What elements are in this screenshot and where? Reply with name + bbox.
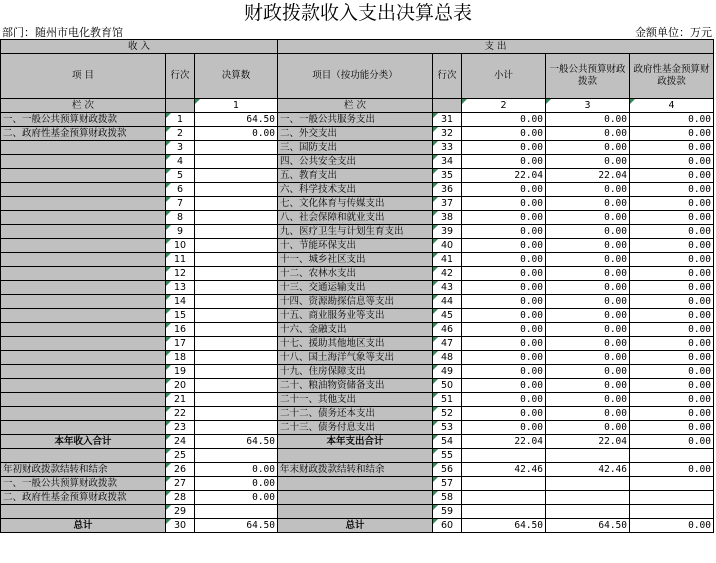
- income-item[interactable]: [1, 351, 166, 365]
- expense-subtotal[interactable]: 0.00: [462, 351, 546, 365]
- expense-item[interactable]: 七、文化体育与传媒支出: [278, 197, 433, 211]
- line-no[interactable]: 50: [433, 379, 462, 393]
- grand-total-fund[interactable]: 0.00: [630, 519, 714, 533]
- line-no[interactable]: 51: [433, 393, 462, 407]
- expense-item[interactable]: 二十三、债务付息支出: [278, 421, 433, 435]
- income-item[interactable]: [1, 393, 166, 407]
- income-value[interactable]: [195, 155, 278, 169]
- expense-general[interactable]: 0.00: [546, 197, 630, 211]
- table-row: [1, 323, 714, 337]
- column-index-row: [1, 99, 714, 113]
- sub-row: [1, 477, 714, 491]
- line-no[interactable]: 11: [166, 253, 195, 267]
- general-budget-header[interactable]: 一般公共预算财政拨款: [546, 54, 630, 99]
- income-item[interactable]: [1, 197, 166, 211]
- income-item[interactable]: [1, 323, 166, 337]
- grand-total-label-2[interactable]: 总计: [278, 519, 433, 533]
- line-no[interactable]: 56: [433, 463, 462, 477]
- income-value[interactable]: [195, 239, 278, 253]
- line-no[interactable]: 30: [166, 519, 195, 533]
- expense-general[interactable]: 0.00: [546, 281, 630, 295]
- line-no[interactable]: 48: [433, 351, 462, 365]
- line-no[interactable]: 25: [166, 449, 195, 463]
- empty-cell[interactable]: [630, 505, 714, 519]
- expense-subtotal[interactable]: 0.00: [462, 127, 546, 141]
- expense-fund[interactable]: 0.00: [630, 197, 714, 211]
- expense-fund[interactable]: 0.00: [630, 407, 714, 421]
- end-balance-fund[interactable]: 0.00: [630, 463, 714, 477]
- line-no[interactable]: 41: [433, 253, 462, 267]
- col-label[interactable]: 栏 次: [1, 99, 166, 113]
- line2-header[interactable]: 行次: [433, 54, 462, 99]
- expense-general[interactable]: 0.00: [546, 155, 630, 169]
- line-no[interactable]: 54: [433, 435, 462, 449]
- expense-subtotal[interactable]: 22.04: [462, 169, 546, 183]
- expense-section-header[interactable]: 支 出: [278, 40, 714, 54]
- expense-general[interactable]: 0.00: [546, 295, 630, 309]
- line-no[interactable]: 26: [166, 463, 195, 477]
- empty-cell[interactable]: [195, 449, 278, 463]
- grand-total-row: [1, 519, 714, 533]
- line-no[interactable]: 46: [433, 323, 462, 337]
- expense-general[interactable]: 0.00: [546, 309, 630, 323]
- line-no[interactable]: 24: [166, 435, 195, 449]
- expense-item[interactable]: 四、公共安全支出: [278, 155, 433, 169]
- expense-item[interactable]: 十七、援助其他地区支出: [278, 337, 433, 351]
- expense-item[interactable]: 十四、资源勘探信息等支出: [278, 295, 433, 309]
- income-item[interactable]: 二、政府性基金预算财政拨款: [1, 127, 166, 141]
- empty-cell[interactable]: [195, 505, 278, 519]
- empty-cell[interactable]: [1, 505, 166, 519]
- expense-subtotal[interactable]: 0.00: [462, 141, 546, 155]
- line-no[interactable]: 34: [433, 155, 462, 169]
- line-no[interactable]: 60: [433, 519, 462, 533]
- expense-item[interactable]: 十、节能环保支出: [278, 239, 433, 253]
- income-item[interactable]: [1, 211, 166, 225]
- table-row: [1, 127, 714, 141]
- expense-fund[interactable]: 0.00: [630, 309, 714, 323]
- balance-row: [1, 463, 714, 477]
- income-value[interactable]: [195, 295, 278, 309]
- end-balance-general[interactable]: 42.46: [546, 463, 630, 477]
- income-value[interactable]: [195, 421, 278, 435]
- income-item[interactable]: [1, 295, 166, 309]
- column-header-row: [1, 54, 714, 99]
- line-no[interactable]: 3: [166, 141, 195, 155]
- empty-cell[interactable]: [630, 491, 714, 505]
- expense-fund[interactable]: 0.00: [630, 351, 714, 365]
- col-index-3[interactable]: 3: [546, 99, 630, 113]
- sub2-value[interactable]: 0.00: [195, 491, 278, 505]
- income-value[interactable]: [195, 169, 278, 183]
- expense-subtotal[interactable]: 0.00: [462, 253, 546, 267]
- expense-general[interactable]: 0.00: [546, 211, 630, 225]
- blank-row: [1, 505, 714, 519]
- line-no[interactable]: 31: [433, 113, 462, 127]
- unit-label: 金额单位：万元: [635, 26, 712, 39]
- empty-cell[interactable]: [546, 449, 630, 463]
- expense-item[interactable]: 二十一、其他支出: [278, 393, 433, 407]
- income-value[interactable]: [195, 365, 278, 379]
- subtotal-header[interactable]: 小计: [462, 54, 546, 99]
- end-balance-label[interactable]: 年末财政拨款结转和结余: [278, 463, 433, 477]
- income-value[interactable]: 64.50: [195, 113, 278, 127]
- sub1-value[interactable]: 0.00: [195, 477, 278, 491]
- income-value[interactable]: [195, 211, 278, 225]
- income-item[interactable]: [1, 253, 166, 267]
- line-no[interactable]: 8: [166, 211, 195, 225]
- income-total-value[interactable]: 64.50: [195, 435, 278, 449]
- table-row: [1, 295, 714, 309]
- empty-cell[interactable]: [166, 99, 195, 113]
- final-header[interactable]: 决算数: [195, 54, 278, 99]
- income-value[interactable]: [195, 225, 278, 239]
- line-no[interactable]: 12: [166, 267, 195, 281]
- table-row: [1, 407, 714, 421]
- expense-total-general[interactable]: 22.04: [546, 435, 630, 449]
- line-no[interactable]: 5: [166, 169, 195, 183]
- expense-subtotal[interactable]: 0.00: [462, 407, 546, 421]
- empty-cell[interactable]: [462, 449, 546, 463]
- empty-cell[interactable]: [278, 505, 433, 519]
- income-section-header[interactable]: 收 入: [1, 40, 278, 54]
- line-no[interactable]: 45: [433, 309, 462, 323]
- expense-subtotal[interactable]: 0.00: [462, 225, 546, 239]
- expense-total-label[interactable]: 本年支出合计: [278, 435, 433, 449]
- table-row: [1, 169, 714, 183]
- expense-general[interactable]: 0.00: [546, 379, 630, 393]
- table-row: [1, 141, 714, 155]
- expense-fund[interactable]: 0.00: [630, 421, 714, 435]
- sub2-label[interactable]: 二、政府性基金预算财政拨款: [1, 491, 166, 505]
- expense-general[interactable]: 0.00: [546, 407, 630, 421]
- expense-fund[interactable]: 0.00: [630, 225, 714, 239]
- empty-cell[interactable]: [546, 477, 630, 491]
- expense-general[interactable]: 0.00: [546, 337, 630, 351]
- line-no[interactable]: 28: [166, 491, 195, 505]
- income-item[interactable]: [1, 183, 166, 197]
- income-value[interactable]: [195, 267, 278, 281]
- income-item[interactable]: [1, 239, 166, 253]
- empty-cell[interactable]: [546, 505, 630, 519]
- expense-item[interactable]: 二十、粮油物资储备支出: [278, 379, 433, 393]
- income-value[interactable]: [195, 197, 278, 211]
- expense-fund[interactable]: 0.00: [630, 365, 714, 379]
- line-no[interactable]: 15: [166, 309, 195, 323]
- col-index-2[interactable]: 2: [462, 99, 546, 113]
- table-row: [1, 253, 714, 267]
- expense-fund[interactable]: 0.00: [630, 155, 714, 169]
- line-no[interactable]: 17: [166, 337, 195, 351]
- line-no[interactable]: 13: [166, 281, 195, 295]
- income-value[interactable]: [195, 281, 278, 295]
- sub-row: [1, 491, 714, 505]
- income-item[interactable]: [1, 337, 166, 351]
- line-no[interactable]: 18: [166, 351, 195, 365]
- expense-fund[interactable]: 0.00: [630, 337, 714, 351]
- section-header-row: [1, 40, 714, 54]
- table-row: [1, 393, 714, 407]
- line-no[interactable]: 27: [166, 477, 195, 491]
- empty-cell[interactable]: [462, 477, 546, 491]
- income-value[interactable]: [195, 253, 278, 267]
- income-total-label[interactable]: 本年收入合计: [1, 435, 166, 449]
- expense-fund[interactable]: 0.00: [630, 141, 714, 155]
- line-no[interactable]: 20: [166, 379, 195, 393]
- grand-total-general[interactable]: 64.50: [546, 519, 630, 533]
- table-row: [1, 183, 714, 197]
- expense-item[interactable]: 十八、国土海洋气象等支出: [278, 351, 433, 365]
- expense-item[interactable]: 十一、城乡社区支出: [278, 253, 433, 267]
- expense-subtotal[interactable]: 0.00: [462, 197, 546, 211]
- expense-subtotal[interactable]: 0.00: [462, 323, 546, 337]
- income-item[interactable]: [1, 169, 166, 183]
- table-row: [1, 239, 714, 253]
- line-no[interactable]: 47: [433, 337, 462, 351]
- line-no[interactable]: 32: [433, 127, 462, 141]
- income-item[interactable]: [1, 225, 166, 239]
- income-item[interactable]: [1, 379, 166, 393]
- table-row: [1, 113, 714, 127]
- income-item[interactable]: [1, 309, 166, 323]
- expense-subtotal[interactable]: 0.00: [462, 379, 546, 393]
- income-item[interactable]: [1, 421, 166, 435]
- empty-cell[interactable]: [462, 505, 546, 519]
- table-row: [1, 379, 714, 393]
- line-no[interactable]: 14: [166, 295, 195, 309]
- expense-item[interactable]: 二、外交支出: [278, 127, 433, 141]
- line-no[interactable]: 35: [433, 169, 462, 183]
- expense-fund[interactable]: 0.00: [630, 323, 714, 337]
- table-row: [1, 267, 714, 281]
- empty-cell[interactable]: [433, 99, 462, 113]
- empty-cell[interactable]: [1, 449, 166, 463]
- line-no[interactable]: 10: [166, 239, 195, 253]
- income-value[interactable]: [195, 141, 278, 155]
- line-no[interactable]: 37: [433, 197, 462, 211]
- empty-cell[interactable]: [278, 491, 433, 505]
- expense-fund[interactable]: 0.00: [630, 239, 714, 253]
- line-no[interactable]: 9: [166, 225, 195, 239]
- line-no[interactable]: 55: [433, 449, 462, 463]
- line-no[interactable]: 40: [433, 239, 462, 253]
- income-value[interactable]: [195, 351, 278, 365]
- expense-fund[interactable]: 0.00: [630, 113, 714, 127]
- expense-subtotal[interactable]: 0.00: [462, 337, 546, 351]
- expense-subtotal[interactable]: 0.00: [462, 309, 546, 323]
- expense-subtotal[interactable]: 0.00: [462, 239, 546, 253]
- expense-fund[interactable]: 0.00: [630, 127, 714, 141]
- expense-general[interactable]: 22.04: [546, 169, 630, 183]
- income-item[interactable]: 一、一般公共预算财政拨款: [1, 113, 166, 127]
- table-row: [1, 155, 714, 169]
- expense-item[interactable]: 十九、住房保障支出: [278, 365, 433, 379]
- line-no[interactable]: 36: [433, 183, 462, 197]
- end-balance-subtotal[interactable]: 42.46: [462, 463, 546, 477]
- table-row: [1, 365, 714, 379]
- expense-total-fund[interactable]: 0.00: [630, 435, 714, 449]
- expense-fund[interactable]: 0.00: [630, 253, 714, 267]
- income-value[interactable]: 0.00: [195, 127, 278, 141]
- income-item[interactable]: [1, 407, 166, 421]
- expense-general[interactable]: 0.00: [546, 323, 630, 337]
- summary-table: [0, 39, 714, 533]
- income-value[interactable]: [195, 309, 278, 323]
- expense-subtotal[interactable]: 0.00: [462, 393, 546, 407]
- line-no[interactable]: 22: [166, 407, 195, 421]
- expense-general[interactable]: 0.00: [546, 225, 630, 239]
- line-no[interactable]: 43: [433, 281, 462, 295]
- expense-subtotal[interactable]: 0.00: [462, 113, 546, 127]
- expense-general[interactable]: 0.00: [546, 267, 630, 281]
- line-no[interactable]: 6: [166, 183, 195, 197]
- expense-fund[interactable]: 0.00: [630, 281, 714, 295]
- expense-general[interactable]: 0.00: [546, 365, 630, 379]
- table-row: [1, 421, 714, 435]
- income-value[interactable]: [195, 323, 278, 337]
- expense-item[interactable]: 一、一般公共服务支出: [278, 113, 433, 127]
- gov-fund-header[interactable]: 政府性基金预算财政拨款: [630, 54, 714, 99]
- expense-general[interactable]: 0.00: [546, 239, 630, 253]
- expense-subtotal[interactable]: 0.00: [462, 281, 546, 295]
- begin-balance-value[interactable]: 0.00: [195, 463, 278, 477]
- income-value[interactable]: [195, 183, 278, 197]
- income-item[interactable]: [1, 267, 166, 281]
- line-no[interactable]: 38: [433, 211, 462, 225]
- expense-subtotal[interactable]: 0.00: [462, 295, 546, 309]
- table-row: [1, 225, 714, 239]
- expense-fund[interactable]: 0.00: [630, 393, 714, 407]
- col-label-2[interactable]: 栏 次: [278, 99, 433, 113]
- line-no[interactable]: 2: [166, 127, 195, 141]
- grand-total-label[interactable]: 总计: [1, 519, 166, 533]
- table-row: [1, 309, 714, 323]
- expense-subtotal[interactable]: 0.00: [462, 155, 546, 169]
- expense-subtotal[interactable]: 0.00: [462, 365, 546, 379]
- line-no[interactable]: 1: [166, 113, 195, 127]
- income-value[interactable]: [195, 337, 278, 351]
- empty-cell[interactable]: [546, 491, 630, 505]
- expense-general[interactable]: 0.00: [546, 393, 630, 407]
- expense-subtotal[interactable]: 0.00: [462, 211, 546, 225]
- line-no[interactable]: 7: [166, 197, 195, 211]
- income-value[interactable]: [195, 379, 278, 393]
- line-no[interactable]: 57: [433, 477, 462, 491]
- table-row: [1, 337, 714, 351]
- sub1-label[interactable]: 一、一般公共预算财政拨款: [1, 477, 166, 491]
- line-no[interactable]: 21: [166, 393, 195, 407]
- line-no[interactable]: 16: [166, 323, 195, 337]
- empty-cell[interactable]: [278, 477, 433, 491]
- expense-item[interactable]: 十三、交通运输支出: [278, 281, 433, 295]
- table-row: [1, 211, 714, 225]
- line-no[interactable]: 58: [433, 491, 462, 505]
- expense-general[interactable]: 0.00: [546, 421, 630, 435]
- line-header[interactable]: 行次: [166, 54, 195, 99]
- grand-total-value[interactable]: 64.50: [195, 519, 278, 533]
- line-no[interactable]: 53: [433, 421, 462, 435]
- line-no[interactable]: 44: [433, 295, 462, 309]
- expense-fund[interactable]: 0.00: [630, 169, 714, 183]
- income-value[interactable]: [195, 393, 278, 407]
- income-item[interactable]: [1, 155, 166, 169]
- begin-balance-label[interactable]: 年初财政拨款结转和结余: [1, 463, 166, 477]
- expense-subtotal[interactable]: 0.00: [462, 183, 546, 197]
- table-row: [1, 197, 714, 211]
- line-no[interactable]: 59: [433, 505, 462, 519]
- expense-fund[interactable]: 0.00: [630, 267, 714, 281]
- expense-fund[interactable]: 0.00: [630, 183, 714, 197]
- line-no[interactable]: 19: [166, 365, 195, 379]
- expense-item[interactable]: 三、国防支出: [278, 141, 433, 155]
- expense-item[interactable]: 十二、农林水支出: [278, 267, 433, 281]
- line-no[interactable]: 49: [433, 365, 462, 379]
- col-index-4[interactable]: 4: [630, 99, 714, 113]
- line-no[interactable]: 52: [433, 407, 462, 421]
- item-func-header[interactable]: 项目（按功能分类）: [278, 54, 433, 99]
- line-no[interactable]: 39: [433, 225, 462, 239]
- table-row: [1, 281, 714, 295]
- income-item[interactable]: [1, 281, 166, 295]
- empty-cell[interactable]: [630, 449, 714, 463]
- line-no[interactable]: 29: [166, 505, 195, 519]
- expense-total-subtotal[interactable]: 22.04: [462, 435, 546, 449]
- expense-general[interactable]: 0.00: [546, 351, 630, 365]
- empty-cell[interactable]: [462, 491, 546, 505]
- expense-fund[interactable]: 0.00: [630, 211, 714, 225]
- expense-general[interactable]: 0.00: [546, 127, 630, 141]
- report-title: 财政拨款收入支出决算总表: [243, 2, 472, 24]
- expense-item[interactable]: 六、科学技术支出: [278, 183, 433, 197]
- expense-fund[interactable]: 0.00: [630, 295, 714, 309]
- expense-item[interactable]: 五、教育支出: [278, 169, 433, 183]
- table-row: [1, 351, 714, 365]
- expense-general[interactable]: 0.00: [546, 113, 630, 127]
- col-index-1[interactable]: 1: [195, 99, 278, 113]
- line-no[interactable]: 33: [433, 141, 462, 155]
- item-header[interactable]: 项 目: [1, 54, 166, 99]
- line-no[interactable]: 42: [433, 267, 462, 281]
- expense-item[interactable]: 八、社会保障和就业支出: [278, 211, 433, 225]
- line-no[interactable]: 4: [166, 155, 195, 169]
- expense-item[interactable]: 十五、商业服务业等支出: [278, 309, 433, 323]
- expense-general[interactable]: 0.00: [546, 183, 630, 197]
- grand-total-subtotal[interactable]: 64.50: [462, 519, 546, 533]
- expense-general[interactable]: 0.00: [546, 141, 630, 155]
- blank-row: [1, 449, 714, 463]
- income-item[interactable]: [1, 365, 166, 379]
- department-label: 部门：随州市电化教育馆: [2, 26, 123, 39]
- expense-subtotal[interactable]: 0.00: [462, 421, 546, 435]
- line-no[interactable]: 23: [166, 421, 195, 435]
- total-row: [1, 435, 714, 449]
- expense-subtotal[interactable]: 0.00: [462, 267, 546, 281]
- empty-cell[interactable]: [278, 449, 433, 463]
- expense-item[interactable]: 九、医疗卫生与计划生育支出: [278, 225, 433, 239]
- income-value[interactable]: [195, 407, 278, 421]
- income-item[interactable]: [1, 141, 166, 155]
- expense-item[interactable]: 十六、金融支出: [278, 323, 433, 337]
- expense-fund[interactable]: 0.00: [630, 379, 714, 393]
- expense-item[interactable]: 二十二、债务还本支出: [278, 407, 433, 421]
- expense-general[interactable]: 0.00: [546, 253, 630, 267]
- empty-cell[interactable]: [630, 477, 714, 491]
